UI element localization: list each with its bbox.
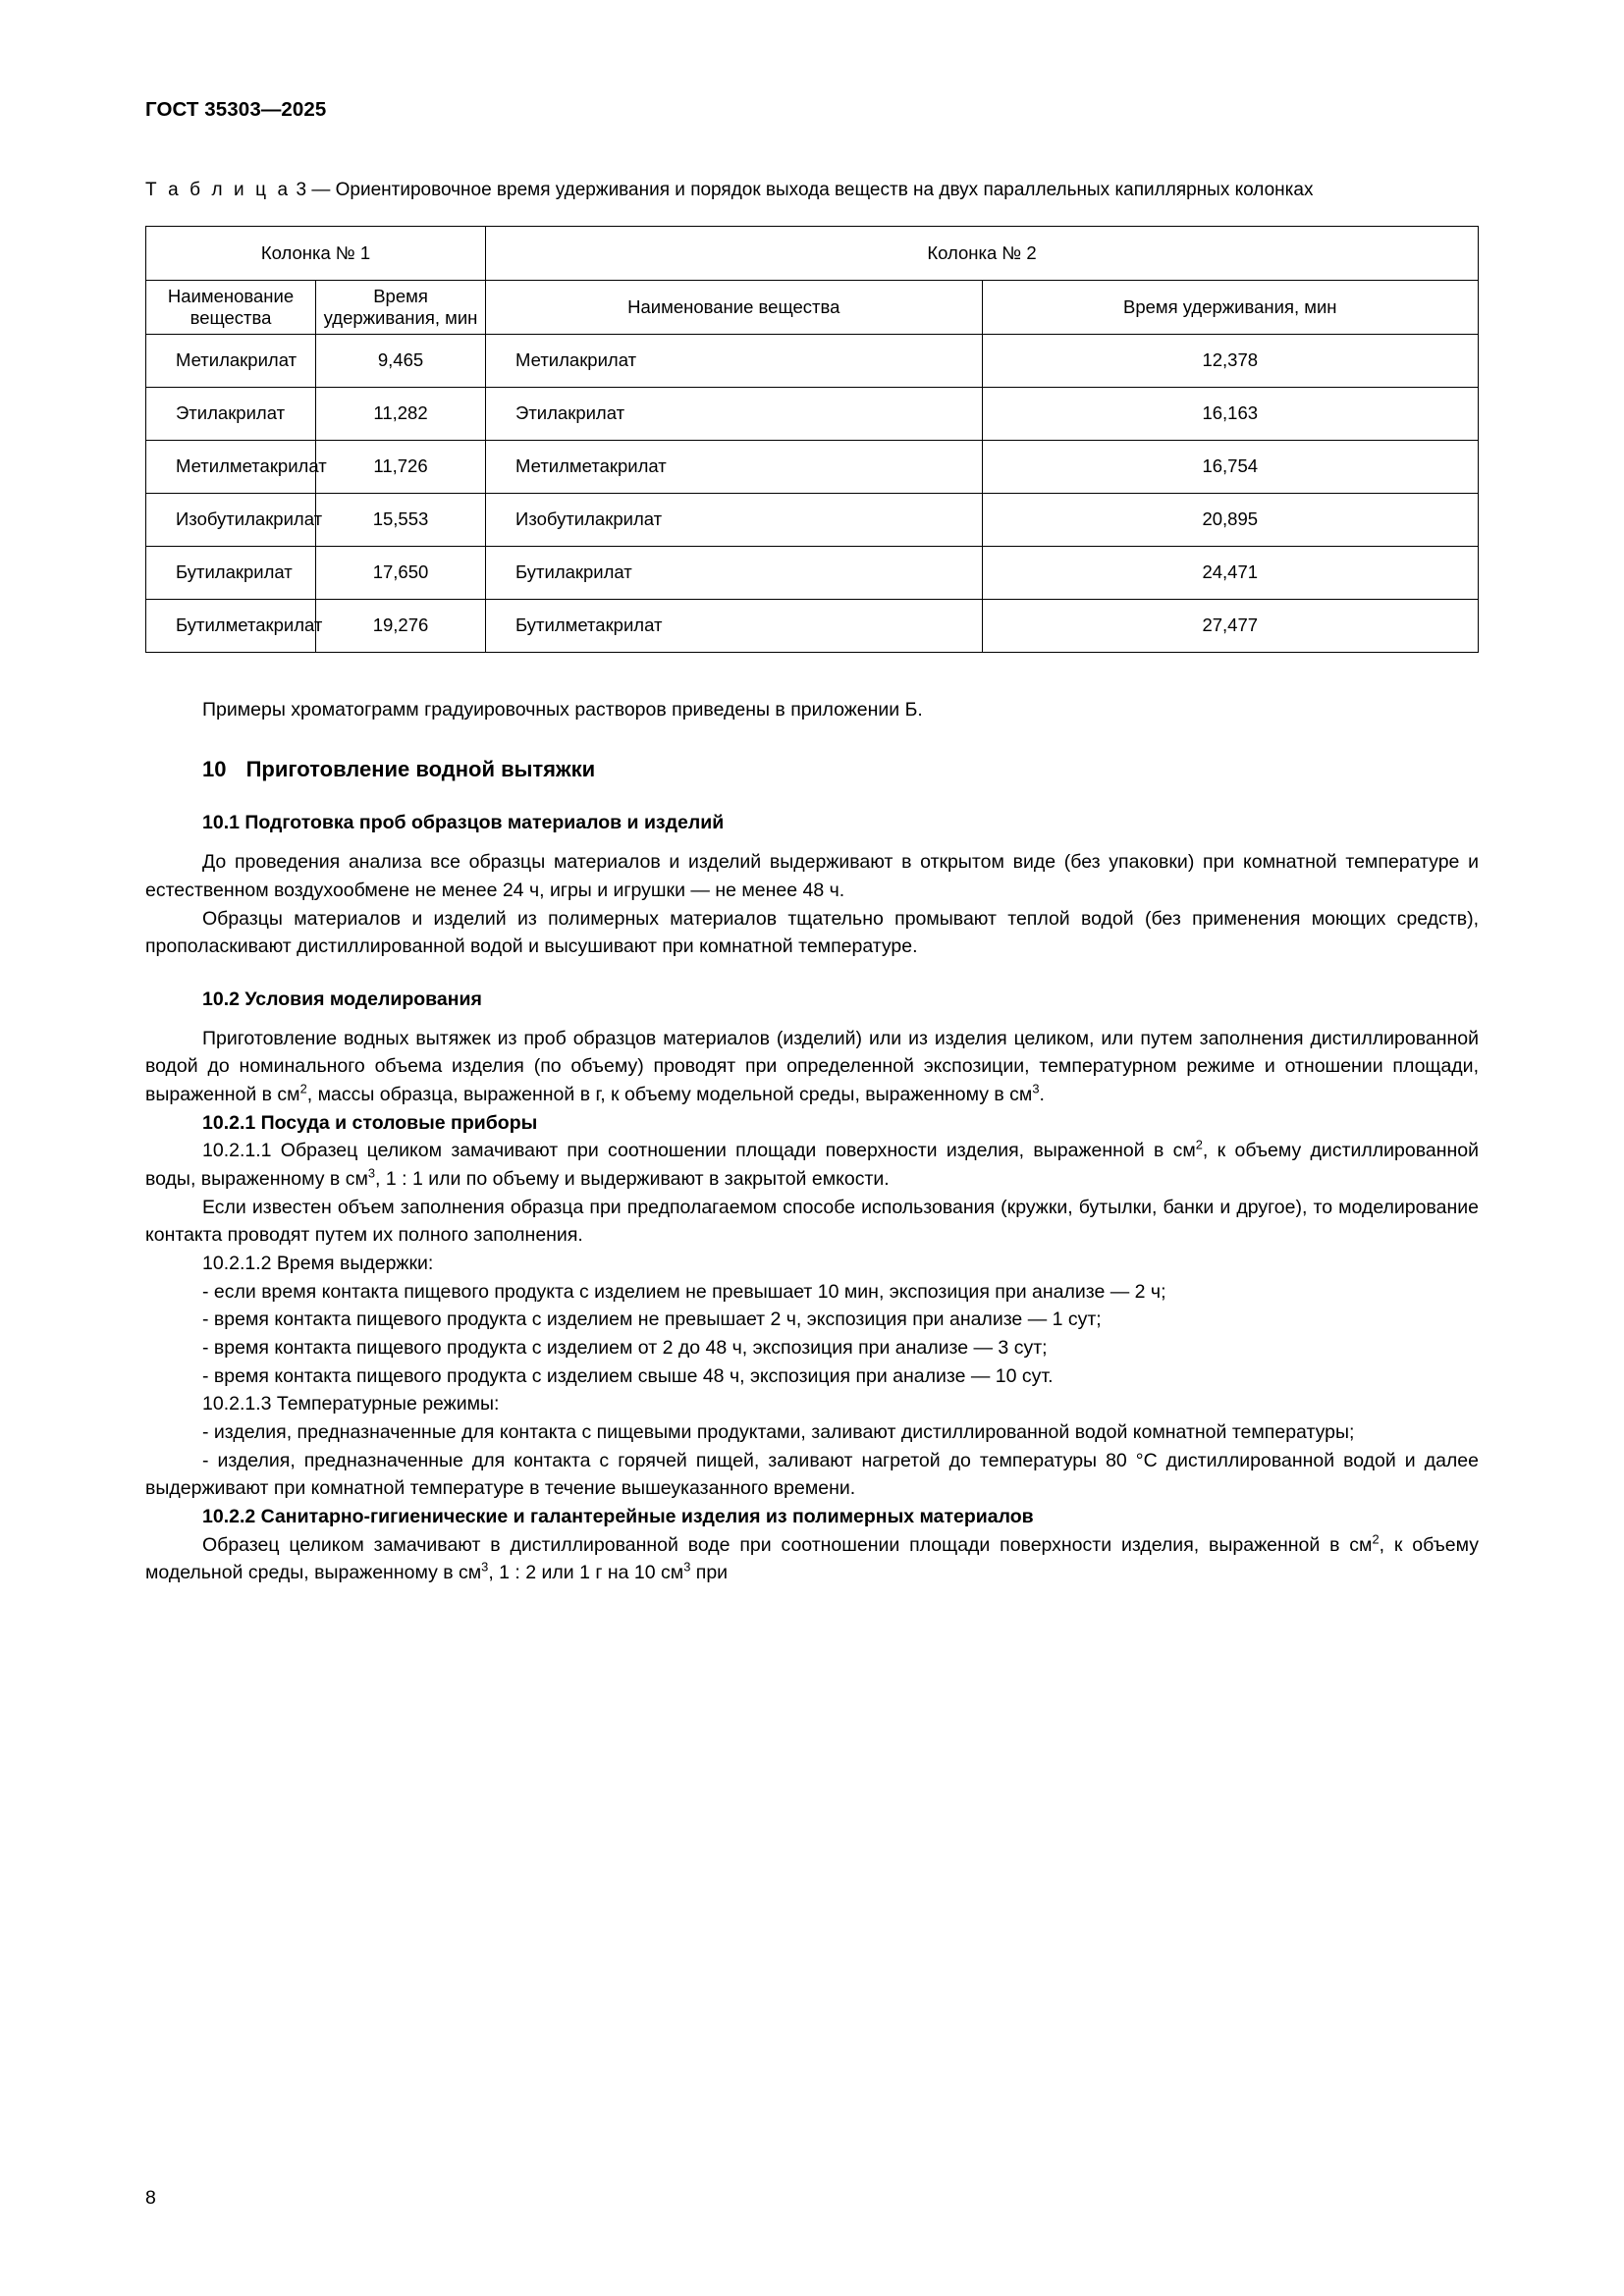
- cell-retention-1: 9,465: [316, 334, 486, 387]
- s1022-text-c: , 1 : 2 или 1 г на 10 см: [488, 1562, 684, 1584]
- table-row: [146, 493, 1479, 546]
- cell-substance-2: Метилметакрилат: [486, 440, 982, 493]
- section-10-2-1-heading: 10.2.1 Посуда и столовые приборы: [202, 1111, 538, 1134]
- s10211-text-b: , к объему дистиллированной воды, выраженному в см: [145, 1140, 1480, 1191]
- section-10-title: Приготовление водной вытяжки: [245, 757, 596, 782]
- superscript-3: 3: [1032, 1081, 1040, 1096]
- section-10-1-paragraph-2: Образцы материалов и изделий из полимерных материалов тщательно промывают теплой водой (без применения моющих средств), прополаскивают дистиллированной водой и высушивают при комнатной температуре.: [145, 907, 1479, 958]
- superscript-3: 3: [481, 1559, 489, 1575]
- cell-substance-1: Бутилакрилат: [146, 546, 316, 599]
- cell-retention-1: 19,276: [316, 599, 486, 652]
- section-10-heading: [145, 757, 1479, 782]
- cell-retention-2: 16,163: [982, 387, 1478, 440]
- s10211-text-a: 10.2.1.1 Образец целиком замачивают при соотношении площади поверхности изделия, выраженной в см: [202, 1140, 1196, 1162]
- cell-retention-1: 17,650: [316, 546, 486, 599]
- column-header-substance-2: Наименование вещества: [486, 280, 982, 334]
- superscript-2: 2: [1372, 1531, 1380, 1547]
- running-head: ГОСТ 35303—2025: [145, 98, 327, 121]
- cell-substance-1: Этилакрилат: [146, 387, 316, 440]
- section-10-1-paragraph-1: До проведения анализа все образцы материалов и изделий выдерживают в открытом виде (без упаковки) при комнатной температуре и естественном воздухообмене не менее 24 ч, игры и игрушки — не менее 48 ч.: [145, 851, 1479, 901]
- table-row: [146, 334, 1479, 387]
- cell-retention-2: 16,754: [982, 440, 1478, 493]
- column-header-retention-1: Время удерживания, мин: [316, 280, 486, 334]
- table-body: [146, 334, 1479, 652]
- cell-substance-2: Метилакрилат: [486, 334, 982, 387]
- s1021-text-b: , массы образца, выраженной в г, к объему модельной среды, выраженному в см: [306, 1084, 1033, 1106]
- column-header-retention-2: Время удерживания, мин: [982, 280, 1478, 334]
- page-number: 8: [145, 2187, 156, 2209]
- cell-substance-1: Метилакрилат: [146, 334, 316, 387]
- section-10-2-2-heading: 10.2.2 Санитарно-гигиенические и галантерейные изделия из полимерных материалов: [202, 1505, 1034, 1527]
- cell-retention-2: 27,477: [982, 599, 1478, 652]
- section-10-1-heading: 10.1 Подготовка проб образцов материалов и изделий: [202, 812, 725, 834]
- superscript-3: 3: [367, 1165, 376, 1181]
- cell-substance-2: Изобутилакрилат: [486, 493, 982, 546]
- cell-retention-1: 11,282: [316, 387, 486, 440]
- table-head: [146, 226, 1479, 334]
- section-10-2-paragraph-1: [145, 1025, 1479, 1109]
- table-group-header-row: [146, 226, 1479, 280]
- section-10-2-1-3-heading: 10.2.1.3 Температурные режимы:: [202, 1393, 500, 1415]
- superscript-2: 2: [1195, 1137, 1203, 1152]
- cell-retention-1: 15,553: [316, 493, 486, 546]
- s1022-text-a: Образец целиком замачивают в дистиллированной воде при соотношении площади поверхности изделия, выраженной в см: [202, 1533, 1373, 1556]
- cell-substance-2: Бутилакрилат: [486, 546, 982, 599]
- group-header-column-2: Колонка № 2: [486, 226, 1479, 280]
- list-item: - изделия, предназначенные для контакта с горячей пищей, заливают нагретой до температуры 80 °С дистиллированной водой и далее выдерживают при комнатной температуре в течение вышеуказанного времени.: [145, 1449, 1479, 1500]
- table-row: [146, 599, 1479, 652]
- section-10-2-heading: 10.2 Условия моделирования: [202, 988, 482, 1010]
- cell-substance-1: Бутилметакрилат: [146, 599, 316, 652]
- superscript-2: 2: [299, 1081, 307, 1096]
- after-table-note: Примеры хроматограмм градуировочных растворов приведены в приложении Б.: [202, 698, 923, 721]
- list-item: - время контакта пищевого продукта с изделием свыше 48 ч, экспозиция при анализе — 10 сут.: [202, 1364, 1054, 1387]
- s1022-text-d: при: [690, 1562, 729, 1584]
- section-10-2-2-paragraph: [145, 1531, 1479, 1587]
- table-caption-dash: —: [311, 180, 331, 200]
- table-caption: [145, 177, 1479, 204]
- table-caption-label: Т а б л и ц а: [145, 180, 292, 200]
- table-caption-text: Ориентировочное время удерживания и порядок выхода веществ на двух параллельных капиллярных колонках: [335, 180, 1314, 200]
- table-row: [146, 387, 1479, 440]
- column-header-substance-1: Наименование вещества: [146, 280, 316, 334]
- table-column-header-row: [146, 280, 1479, 334]
- s10211-text-c: , 1 : 1 или по объему и выдерживают в закрытой емкости.: [375, 1168, 890, 1191]
- cell-substance-2: Бутилметакрилат: [486, 599, 982, 652]
- table-row: [146, 546, 1479, 599]
- section-10-number: 10: [202, 757, 227, 782]
- superscript-3b: 3: [683, 1559, 691, 1575]
- cell-substance-2: Этилакрилат: [486, 387, 982, 440]
- retention-time-table: [145, 226, 1479, 653]
- cell-retention-1: 11,726: [316, 440, 486, 493]
- list-item: - время контакта пищевого продукта с изделием от 2 до 48 ч, экспозиция при анализе — 3 сут;: [202, 1337, 1048, 1360]
- group-header-column-1: Колонка № 1: [146, 226, 486, 280]
- table-row: [146, 440, 1479, 493]
- list-item: - изделия, предназначенные для контакта с пищевыми продуктами, заливают дистиллированной водой комнатной температуры;: [202, 1421, 1355, 1444]
- section-10-2-1-paragraph-2: Если известен объем заполнения образца при предполагаемом способе использования (кружки, бутылки, банки и другое), то моделирование контакта проводят путем их полного заполнения.: [145, 1196, 1479, 1247]
- cell-retention-2: 20,895: [982, 493, 1478, 546]
- cell-retention-2: 24,471: [982, 546, 1478, 599]
- list-item: - время контакта пищевого продукта с изделием не превышает 2 ч, экспозиция при анализе — 1 сут;: [202, 1308, 1102, 1331]
- list-item: - если время контакта пищевого продукта с изделием не превышает 10 мин, экспозиция при анализе — 2 ч;: [202, 1280, 1166, 1303]
- section-10-2-1-2-heading: 10.2.1.2 Время выдержки:: [202, 1253, 434, 1275]
- s1022-text-b: , к объему модельной среды, выраженному в см: [145, 1533, 1479, 1584]
- table-caption-number: 3: [296, 180, 307, 200]
- s1021-text-a: Приготовление водных вытяжек из проб образцов материалов (изделий) или из изделия целиком, или путем заполнения дистиллированной водой до номинального объема изделия (по объему) проводят при определенной экспозиции, температурном режиме и отношении площади, выраженной в см: [145, 1027, 1479, 1106]
- s1021-text-c: .: [1039, 1084, 1045, 1106]
- cell-retention-2: 12,378: [982, 334, 1478, 387]
- cell-substance-1: Метилметакрилат: [146, 440, 316, 493]
- section-10-2-1-1-paragraph: [145, 1137, 1479, 1193]
- cell-substance-1: Изобутилакрилат: [146, 493, 316, 546]
